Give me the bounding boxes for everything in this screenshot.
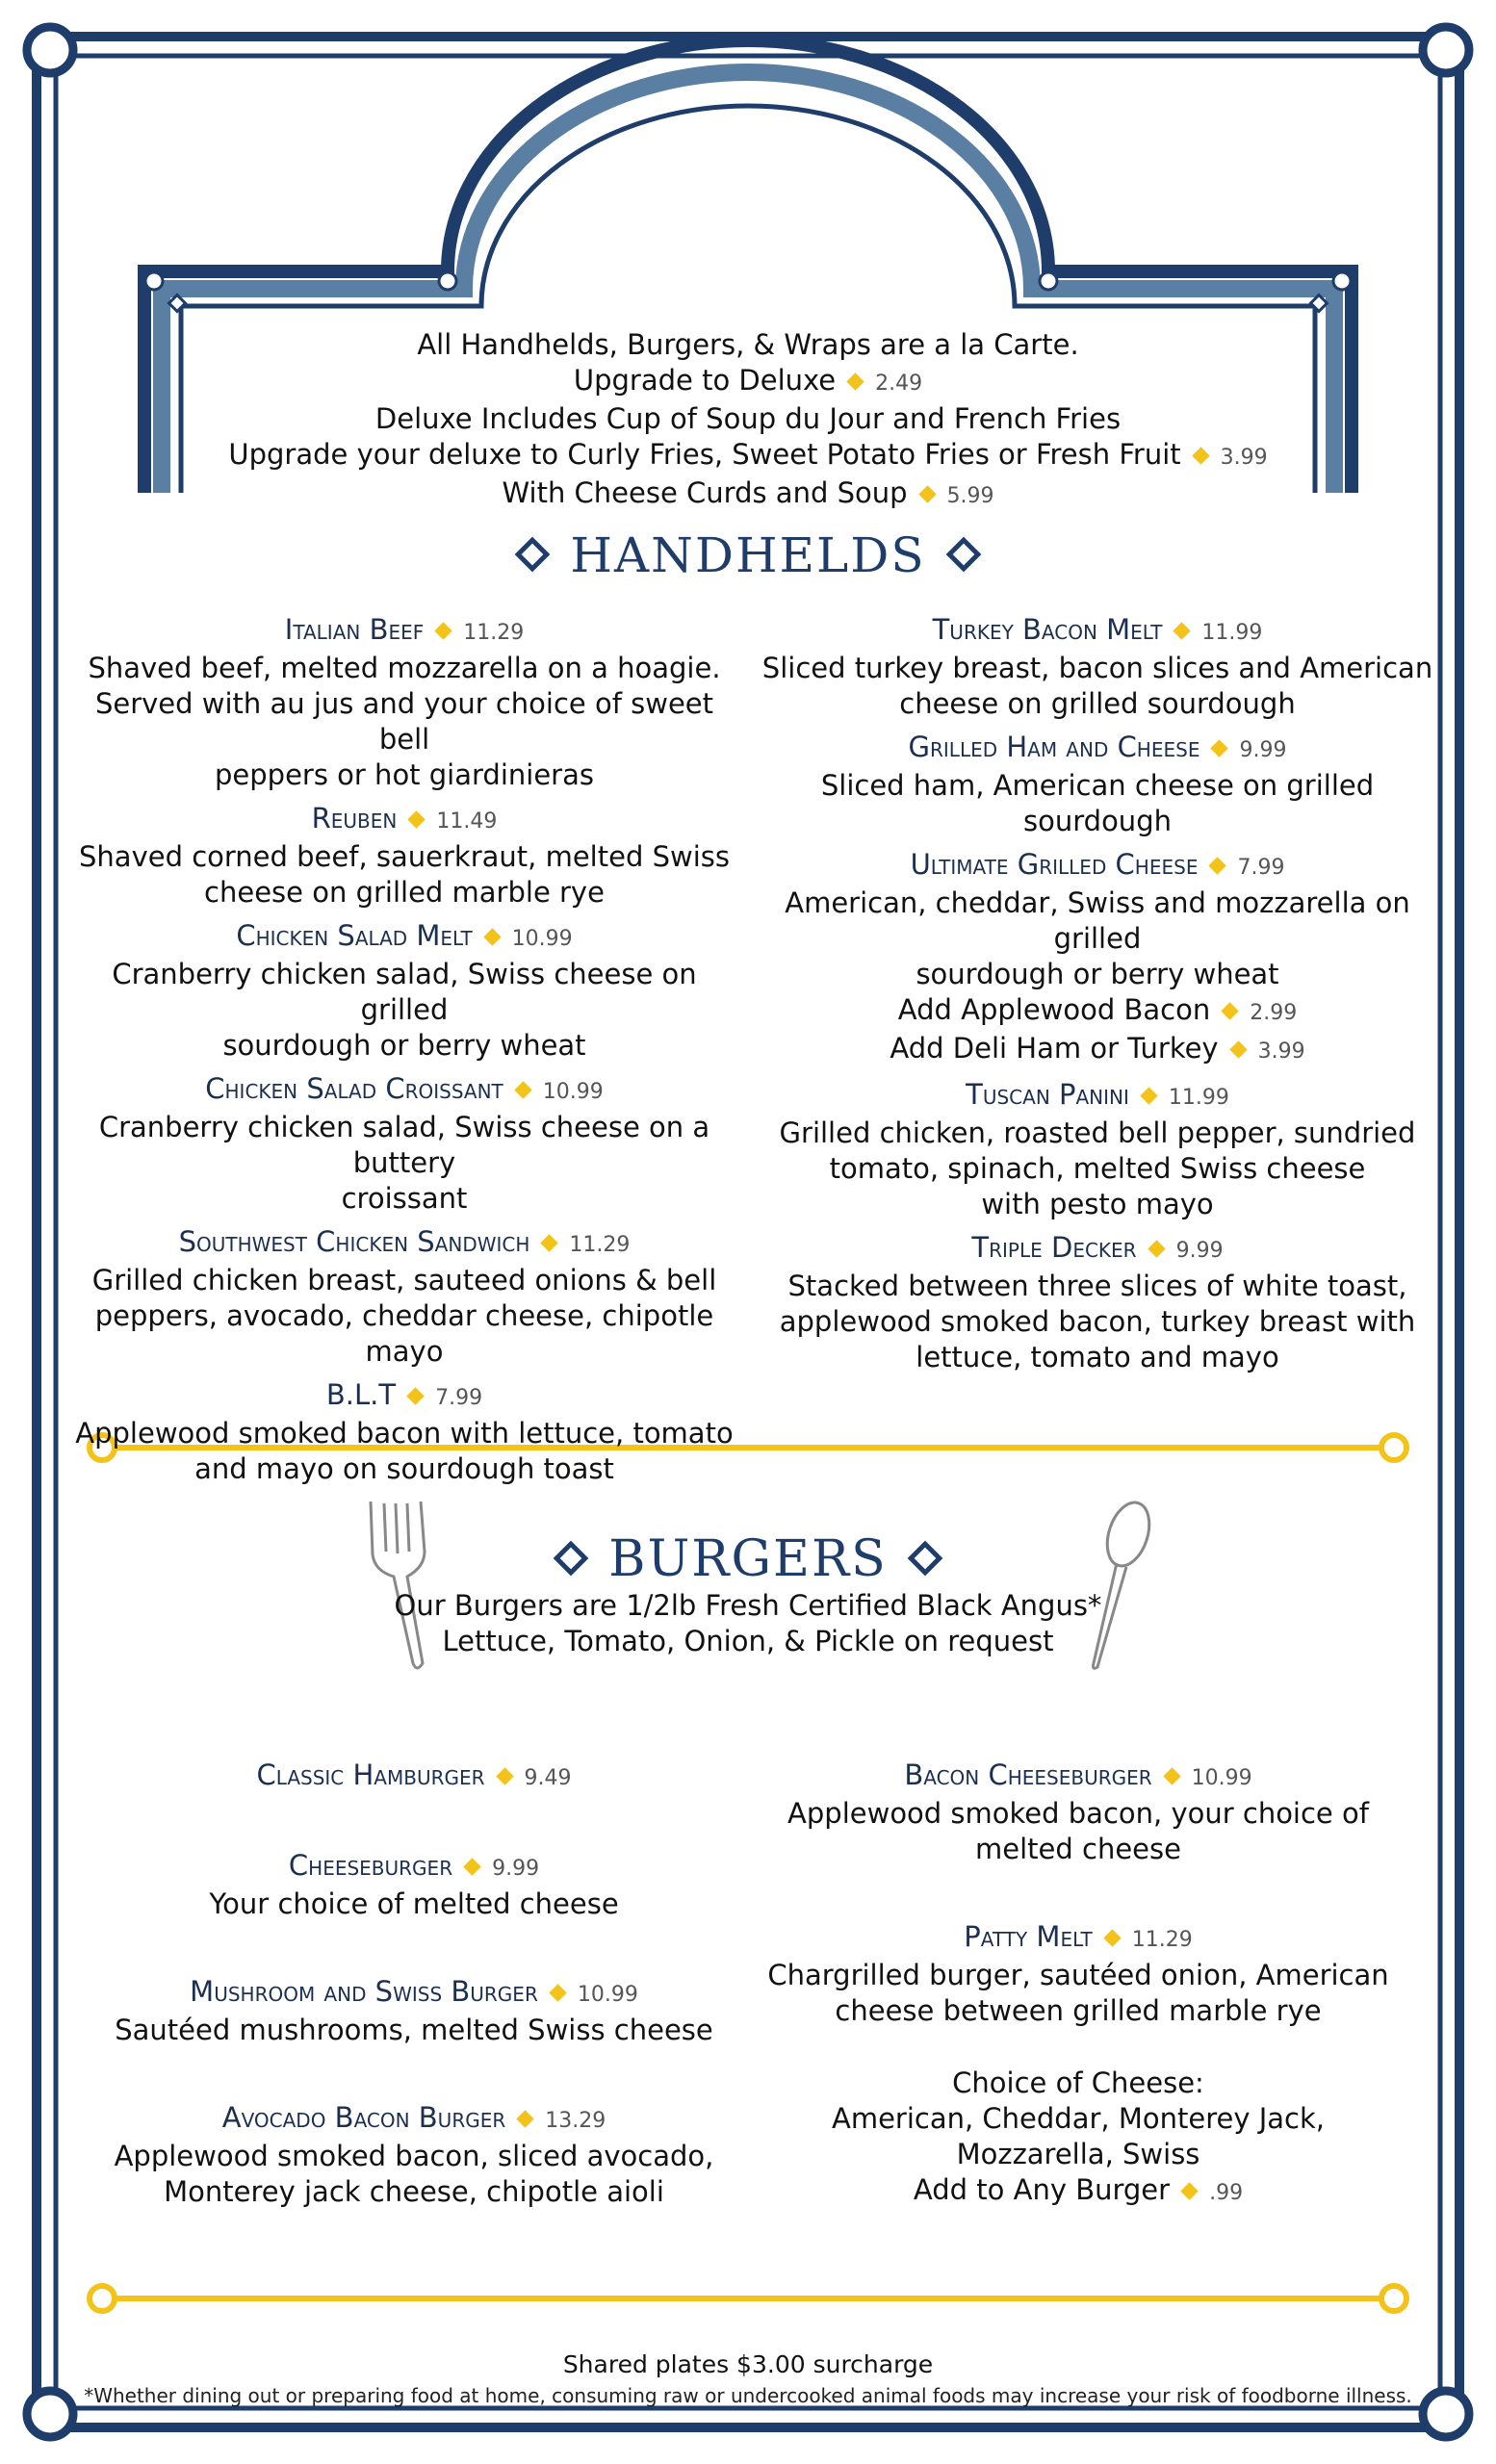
menu-item-name: Southwest Chicken Sandwich 11.29	[178, 1225, 631, 1258]
burgers-right-column	[741, 1758, 1415, 2037]
shared-plates-note: Shared plates $3.00 surcharge	[562, 2350, 934, 2378]
menu-item	[77, 1848, 751, 1922]
menu-item	[67, 612, 741, 793]
diamond-bullet-icon	[1174, 622, 1191, 639]
intro-block	[173, 327, 1323, 514]
price: 2.49	[875, 372, 923, 396]
corner-circle	[27, 27, 73, 73]
diamond-ornament-icon	[945, 537, 981, 573]
menu-item	[751, 847, 1444, 1069]
diamond-ornament-icon	[515, 537, 551, 573]
menu-item	[67, 801, 741, 911]
price: 10.99	[542, 1080, 604, 1104]
menu-item	[751, 612, 1444, 722]
price: 7.99	[435, 1386, 483, 1410]
menu-item-name: Turkey Bacon Melt 11.99	[932, 613, 1263, 646]
diamond-bullet-icon	[496, 1767, 513, 1784]
burgers-left-column	[77, 1758, 751, 2218]
handhelds-title: HANDHELDS	[0, 527, 1496, 583]
menu-item-description: Sliced turkey breast, bacon slices and American	[761, 652, 1433, 684]
menu-item-name: Italian Beef 11.29	[284, 613, 525, 646]
menu-item-name: Grilled Ham and Cheese 9.99	[908, 731, 1287, 763]
menu-item-description: Sliced ham, American cheese on grilled sourdough	[820, 769, 1375, 837]
price: 11.99	[1201, 621, 1263, 645]
menu-item	[67, 1377, 741, 1487]
diamond-bullet-icon	[541, 1234, 558, 1251]
price: 10.99	[577, 1983, 638, 2007]
menu-item	[67, 1071, 741, 1217]
menu-item-description: Stacked between three slices of white toast,	[787, 1270, 1407, 1302]
menu-item-description: Grilled chicken breast, sauteed onions & bell	[91, 1264, 717, 1296]
menu-item-name: B.L.T 7.99	[325, 1378, 483, 1411]
diamond-bullet-icon	[483, 928, 501, 945]
menu-item-name: Mushroom and Swiss Burger 10.99	[190, 1975, 638, 2008]
price: .99	[1209, 2181, 1244, 2205]
diamond-bullet-icon	[846, 372, 864, 390]
diamond-bullet-icon	[549, 1984, 566, 2001]
diamond-bullet-icon	[435, 622, 452, 639]
price: 9.49	[524, 1766, 572, 1790]
menu-item-name: Chicken Salad Melt 10.99	[236, 919, 573, 952]
cheese-add: Add to Any Burger .99	[913, 2173, 1244, 2206]
menu-item-description: melted cheese	[975, 1833, 1181, 1865]
handhelds-right-column	[751, 612, 1444, 1383]
price: 11.29	[569, 1233, 631, 1257]
menu-item	[67, 918, 741, 1064]
intro-line-4: Upgrade your deluxe to Curly Fries, Sweet Potato Fries or Fresh Fruit 3.99	[228, 438, 1268, 471]
menu-item-description: lettuce, tomato and mayo	[916, 1341, 1279, 1373]
menu-item-name: Classic Hamburger 9.49	[256, 1758, 572, 1791]
price: 3.99	[1220, 446, 1268, 470]
price: 3.99	[1257, 1040, 1305, 1064]
diamond-ornament-icon	[907, 1540, 942, 1576]
price: 7.99	[1237, 856, 1285, 880]
gold-divider-2	[90, 2286, 1406, 2311]
menu-item-name: Chicken Salad Croissant 10.99	[205, 1072, 604, 1105]
menu-item-description: Served with au jus and your choice of sweet bell	[94, 687, 714, 756]
menu-item	[67, 1224, 741, 1370]
diamond-bullet-icon	[1180, 2182, 1198, 2199]
menu-item	[77, 1758, 751, 1796]
diamond-bullet-icon	[1148, 1240, 1165, 1257]
burgers-subtitle-1: Our Burgers are 1/2lb Fresh Certified Black Angus*	[394, 1589, 1102, 1622]
menu-item	[741, 1919, 1415, 2029]
price: 13.29	[545, 2109, 606, 2133]
menu-item-name: Avocado Bacon Burger 13.29	[221, 2101, 606, 2134]
menu-item-description: Monterey jack cheese, chipotle aioli	[164, 2175, 664, 2208]
menu-item-description: American, cheddar, Swiss and mozzarella on grilled	[785, 886, 1410, 955]
price: 11.99	[1168, 1086, 1229, 1110]
menu-item-name: Cheeseburger 9.99	[288, 1849, 540, 1882]
burgers-subtitle-2: Lettuce, Tomato, Onion, & Pickle on request	[442, 1625, 1054, 1657]
menu-item-description: peppers, avocado, cheddar cheese, chipotle mayo	[94, 1299, 714, 1368]
menu-item-description: with pesto mayo	[981, 1188, 1214, 1220]
cheese-line-1: American, Cheddar, Monterey Jack,	[831, 2102, 1325, 2135]
menu-item-description: cheese on grilled sourdough	[899, 687, 1296, 720]
menu-item	[751, 730, 1444, 839]
menu-item-name: Patty Melt 11.29	[964, 1920, 1193, 1953]
menu-item-description: Applewood smoked bacon, sliced avocado,	[114, 2140, 714, 2172]
cheese-title: Choice of Cheese:	[952, 2066, 1204, 2099]
diamond-ornament-icon	[554, 1540, 589, 1576]
diamond-bullet-icon	[1209, 857, 1226, 874]
cheese-line-2: Mozzarella, Swiss	[956, 2138, 1200, 2170]
menu-item-description: tomato, spinach, melted Swiss cheese	[829, 1152, 1366, 1185]
burgers-title: BURGERS	[0, 1530, 1496, 1588]
addon-option: Add Deli Ham or Turkey 3.99	[890, 1032, 1305, 1065]
menu-item-name: Ultimate Grilled Cheese 7.99	[910, 848, 1285, 881]
menu-item	[741, 1758, 1415, 1867]
price: 9.99	[492, 1857, 540, 1881]
menu-item-description: Your choice of melted cheese	[209, 1887, 619, 1920]
menu-item-description: cheese between grilled marble rye	[835, 1994, 1322, 2027]
diamond-bullet-icon	[514, 1081, 531, 1098]
menu-item-description: Applewood smoked bacon, your choice of	[787, 1797, 1369, 1830]
menu-item-description: peppers or hot giardinieras	[215, 758, 594, 791]
menu-item-description: sourdough or berry wheat	[222, 1029, 586, 1062]
menu-item-description: Grilled chicken, roasted bell pepper, sundried	[779, 1116, 1416, 1149]
price: 5.99	[946, 484, 994, 508]
price: 10.99	[511, 927, 573, 951]
menu-item-description: Applewood smoked bacon with lettuce, tomato	[75, 1417, 734, 1450]
handhelds-left-column	[67, 612, 741, 1495]
menu-item	[77, 2100, 751, 2210]
menu-item-description: applewood smoked bacon, turkey breast with	[779, 1305, 1416, 1338]
menu-item	[751, 1230, 1444, 1375]
price: 10.99	[1191, 1766, 1252, 1790]
foodborne-disclaimer: *Whether dining out or preparing food at home, consuming raw or undercooked animal foods may increase your risk of foodborne illness.	[84, 2384, 1412, 2407]
diamond-bullet-icon	[463, 1858, 480, 1875]
menu-item	[77, 1974, 751, 2048]
corner-circle	[1423, 27, 1469, 73]
diamond-bullet-icon	[406, 1387, 424, 1404]
menu-item-description: and mayo on sourdough toast	[194, 1452, 614, 1485]
intro-line-2: Upgrade to Deluxe 2.49	[573, 364, 923, 397]
diamond-bullet-icon	[1229, 1040, 1247, 1058]
cheese-choice-block	[741, 2066, 1415, 2211]
price: 9.99	[1239, 738, 1287, 762]
menu-item-description: sourdough or berry wheat	[916, 958, 1279, 990]
menu-item-description: Sautéed mushrooms, melted Swiss cheese	[115, 2014, 713, 2046]
diamond-bullet-icon	[1211, 739, 1228, 757]
menu-item	[751, 1077, 1444, 1222]
menu-item-description: Shaved corned beef, sauerkraut, melted Swiss	[79, 840, 730, 873]
intro-line-3: Deluxe Includes Cup of Soup du Jour and French Fries	[374, 402, 1122, 435]
menu-item-name: Reuben 11.49	[311, 802, 498, 834]
menu-item-description: Chargrilled burger, sautéed onion, American	[767, 1959, 1389, 1991]
menu-item-name: Tuscan Panini 11.99	[966, 1078, 1229, 1111]
menu-item-description: Shaved beef, melted mozzarella on a hoagie.	[88, 652, 721, 684]
intro-line-5: With Cheese Curds and Soup 5.99	[502, 476, 994, 509]
menu-item-description: cheese on grilled marble rye	[204, 876, 605, 909]
diamond-bullet-icon	[918, 485, 936, 502]
diamond-bullet-icon	[1222, 1002, 1239, 1019]
diamond-bullet-icon	[1163, 1767, 1180, 1784]
menu-item-description: croissant	[341, 1182, 468, 1215]
diamond-bullet-icon	[408, 810, 426, 828]
menu-item-description: Cranberry chicken salad, Swiss cheese on grilled	[112, 958, 697, 1026]
addon-option: Add Applewood Bacon 2.99	[897, 993, 1298, 1026]
menu-item-name: Bacon Cheeseburger 10.99	[904, 1758, 1252, 1791]
price: 11.29	[1131, 1928, 1193, 1952]
price: 9.99	[1175, 1239, 1224, 1263]
diamond-bullet-icon	[1140, 1087, 1157, 1104]
intro-line-1: All Handhelds, Burgers, & Wraps are a la Carte.	[417, 328, 1079, 361]
diamond-bullet-icon	[1192, 447, 1209, 464]
price: 11.29	[463, 621, 525, 645]
menu-item-description: Cranberry chicken salad, Swiss cheese on a buttery	[98, 1111, 710, 1179]
price: 2.99	[1250, 1001, 1298, 1025]
burgers-subtitle	[0, 1588, 1496, 1659]
price: 11.49	[436, 809, 498, 834]
diamond-bullet-icon	[517, 2110, 534, 2127]
menu-item-name: Triple Decker 9.99	[971, 1231, 1224, 1264]
diamond-bullet-icon	[1103, 1929, 1121, 1946]
